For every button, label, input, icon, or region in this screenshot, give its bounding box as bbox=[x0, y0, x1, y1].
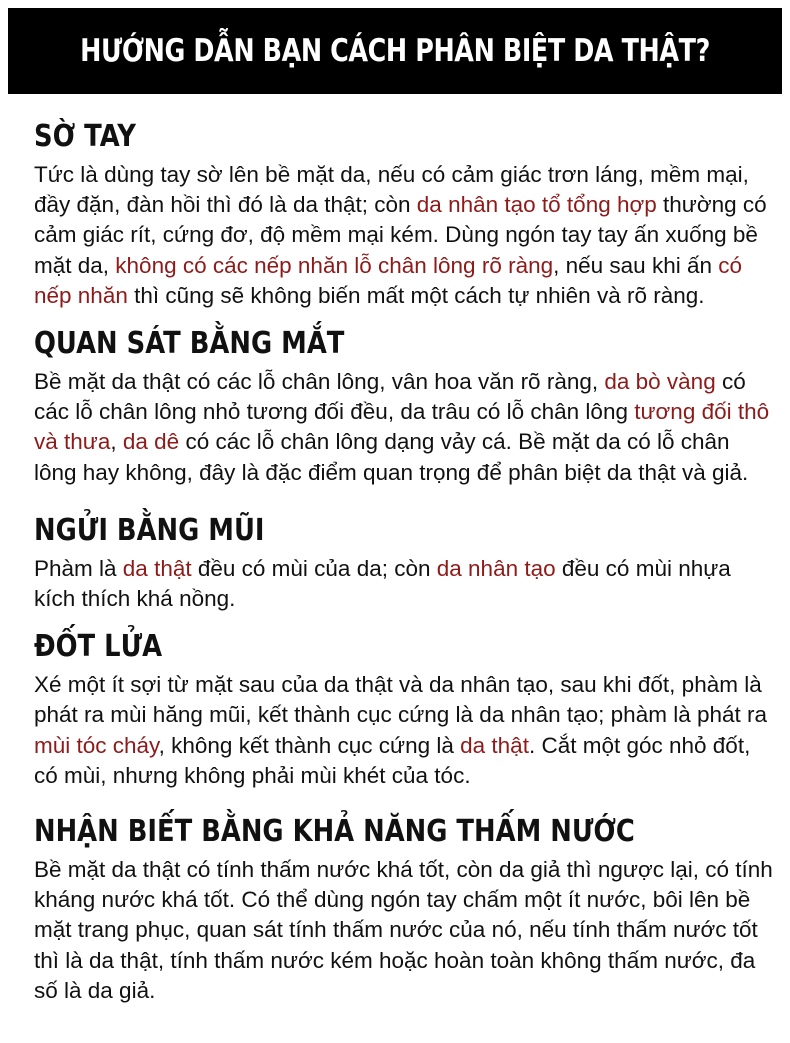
section-body bbox=[34, 367, 774, 488]
body-text: Bề mặt da thật có tính thấm nước khá tốt, còn da giả thì ngược lại, có tính kháng nước khá tốt. Có thể dùng ngón tay chấm một ít nước, bôi lên bề mặt trang phục, quan sát tính thấm nước của nó, nếu tính thấm nước tốt thì là da thật, tính thấm nước kém hoặc hoàn toàn không thấm nước, đa số là da giả. bbox=[34, 857, 773, 1003]
section-touch bbox=[34, 116, 774, 311]
section-observe bbox=[34, 323, 774, 488]
section-body bbox=[34, 670, 774, 791]
section-water-absorption bbox=[34, 811, 774, 1006]
title-banner bbox=[8, 8, 782, 94]
body-text: đều có mùi nhựa kích thích khá nồng. bbox=[34, 555, 731, 612]
section-heading: ĐỐT LỬA bbox=[34, 629, 163, 665]
highlighted-text: da dê bbox=[122, 429, 180, 455]
highlighted-text: da bò vàng bbox=[604, 369, 716, 395]
section-smell bbox=[34, 510, 774, 614]
section-heading: NGỬI BẰNG MŨI bbox=[34, 512, 265, 548]
section-body bbox=[34, 855, 774, 1006]
body-text: Bề mặt da thật có các lỗ chân lông, vân hoa văn rõ ràng, bbox=[34, 369, 605, 395]
section-body bbox=[34, 554, 774, 614]
highlighted-text: có nếp nhăn bbox=[34, 252, 743, 308]
section-burn bbox=[34, 626, 774, 791]
section-heading: NHẬN BIẾT BẰNG KHẢ NĂNG THẤM NƯỚC bbox=[34, 814, 635, 850]
highlighted-text: da nhân tạo bbox=[436, 555, 556, 581]
article-content bbox=[34, 116, 774, 1018]
body-text: có các lỗ chân lông dạng vảy cá. Bề mặt da có lỗ chân lông hay không, đây là đặc điểm quan trọng để phân biệt da thật và giả. bbox=[34, 429, 749, 485]
body-text: , không kết thành cục cứng là bbox=[158, 732, 461, 758]
highlighted-text: da thật bbox=[122, 555, 192, 581]
highlighted-text: mùi tóc cháy bbox=[34, 732, 159, 758]
highlighted-text: tương đối thô và thưa bbox=[34, 399, 770, 455]
highlighted-text: không có các nếp nhăn lỗ chân lông rõ ràng bbox=[115, 252, 554, 278]
section-heading: QUAN SÁT BẰNG MẮT bbox=[34, 326, 345, 362]
page-title: HƯỚNG DẪN BẠN CÁCH PHÂN BIỆT DA THẬT? bbox=[80, 33, 710, 69]
body-text: Xé một ít sợi từ mặt sau của da thật và da nhân tạo, sau khi đốt, phàm là phát ra mùi hăng mũi, kết thành cục cứng là da nhân tạo; phàm là phát ra bbox=[34, 672, 768, 728]
body-text: Phàm là bbox=[34, 555, 123, 581]
body-text: có các lỗ chân lông nhỏ tương đối đều, da trâu có lỗ chân lông bbox=[34, 369, 746, 425]
body-text: đều có mùi của da; còn bbox=[191, 555, 437, 581]
body-text: , nếu sau khi ấn bbox=[553, 252, 719, 278]
body-text: thường có cảm giác rít, cứng đơ, độ mềm mại kém. Dùng ngón tay tay ấn xuống bề mặt da, bbox=[34, 192, 767, 278]
section-body bbox=[34, 160, 774, 311]
body-text: . Cắt một góc nhỏ đốt, có mùi, nhưng không phải mùi khét của tóc. bbox=[34, 732, 751, 788]
body-text: thì cũng sẽ không biến mất một cách tự nhiên và rõ ràng. bbox=[127, 282, 705, 308]
highlighted-text: da nhân tạo tổ tổng hợp bbox=[416, 192, 657, 218]
body-text: , bbox=[110, 429, 123, 455]
body-text: Tức là dùng tay sờ lên bề mặt da, nếu có cảm giác trơn láng, mềm mại, đầy đặn, đàn hồi thì đó là da thật; còn bbox=[34, 162, 749, 218]
highlighted-text: da thật bbox=[460, 732, 529, 758]
section-heading: SỜ TAY bbox=[34, 119, 136, 154]
